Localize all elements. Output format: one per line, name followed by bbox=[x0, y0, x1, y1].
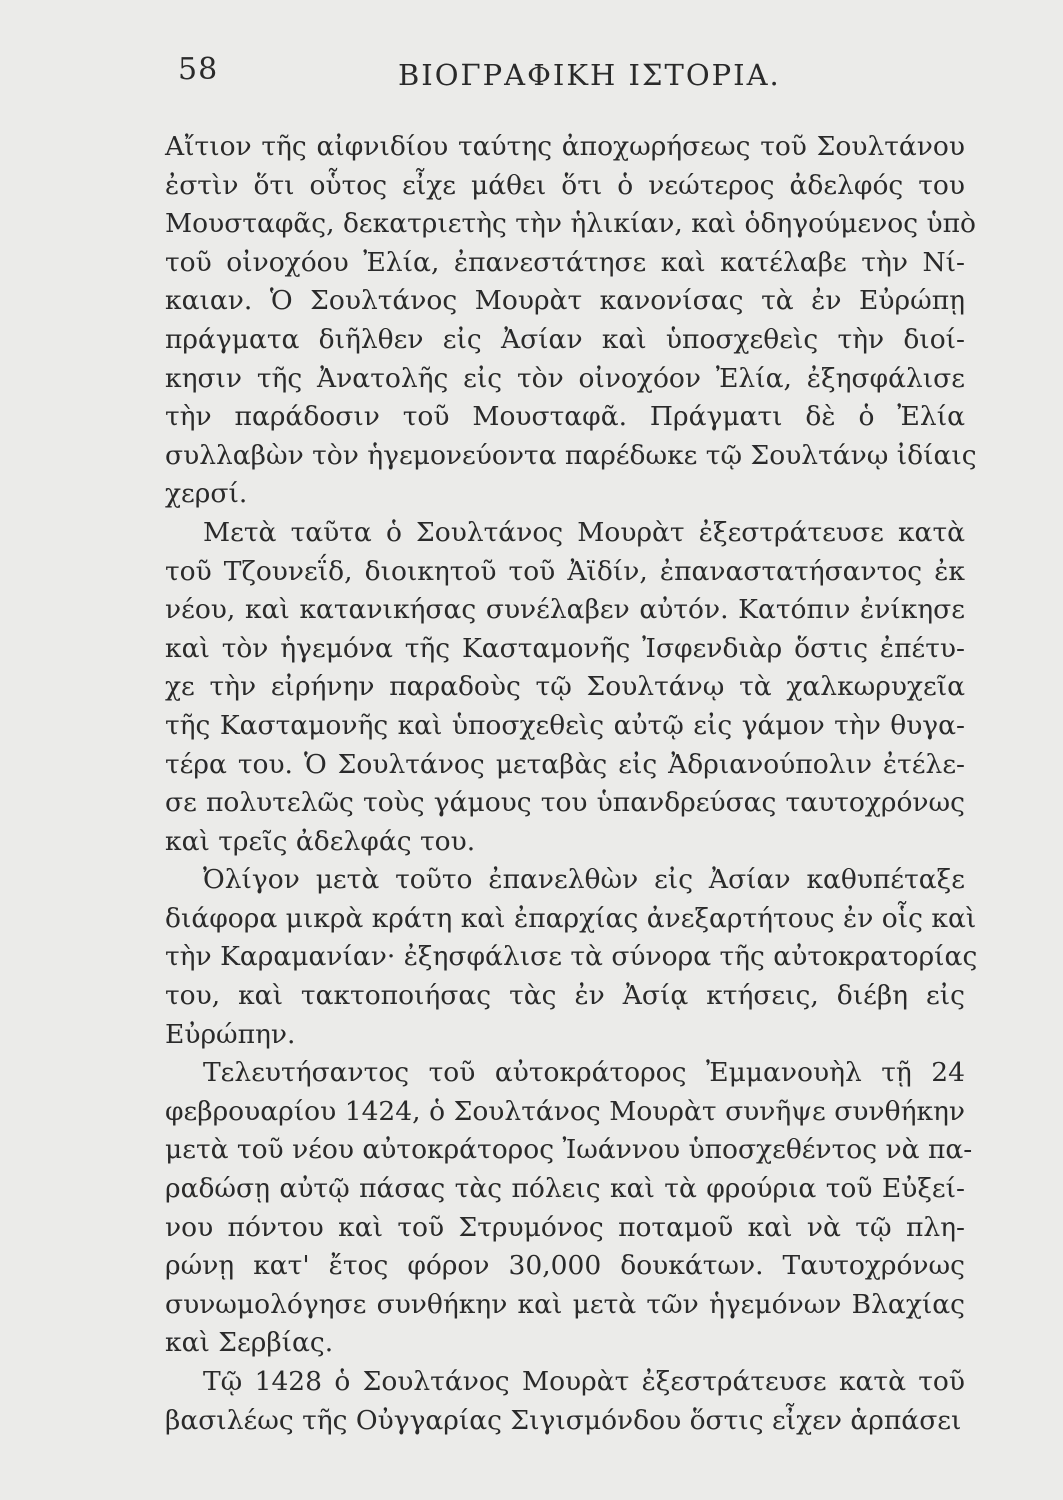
text-line: καὶ τὸν ἡγεμόνα τῆς Κασταμονῆς Ἰσφενδιὰρ ὅστις ἐπέτυ- bbox=[165, 632, 965, 664]
text-line: φεβρουαρίου 1424, ὁ Σουλτάνος Μουρὰτ συνῆψε συνθήκην bbox=[165, 1095, 965, 1127]
text-line: Τῷ 1428 ὁ Σουλτάνος Μουρὰτ ἐξεστράτευσε κατὰ τοῦ bbox=[203, 1366, 965, 1397]
text-line: Τελευτήσαντος τοῦ αὐτοκράτορος Ἐμμανουὴλ τῇ 24 bbox=[203, 1057, 965, 1089]
paragraph bbox=[165, 514, 965, 861]
text-line: τὴν Καραμανίαν· ἐξησφάλισε τὰ σύνορα τῆς αὐτοκρατορίας bbox=[165, 941, 978, 973]
text-line: τὴν παράδοσιν τοῦ Μουσταφᾶ. Πράγματι δὲ ὁ Ἐλία bbox=[165, 401, 965, 433]
body-text bbox=[165, 128, 978, 1440]
text-line: τέρα του. Ὁ Σουλτάνος μεταβὰς εἰς Ἀδριανούπολιν ἐτέλε- bbox=[165, 748, 965, 780]
page-number: 58 bbox=[178, 52, 219, 87]
text-line: τοῦ Τζουνεΐδ, διοικητοῦ τοῦ Ἀϊδίν, ἐπαναστατήσαντος ἐκ bbox=[165, 555, 965, 587]
text-line: καιαν. Ὁ Σουλτάνος Μουρὰτ κανονίσας τὰ ἐν Εὐρώπῃ bbox=[165, 285, 965, 317]
text-line: συνωμολόγησε συνθήκην καὶ μετὰ τῶν ἡγεμόνων Βλαχίας bbox=[165, 1288, 965, 1320]
text-line: Εὐρώπην. bbox=[165, 1018, 296, 1050]
running-title: ΒΙΟΓΡΑΦΙΚΗ ΙΣΤΟΡΙΑ. bbox=[398, 58, 781, 92]
paragraph bbox=[165, 1363, 965, 1440]
paragraph bbox=[165, 1054, 973, 1363]
text-line: διάφορα μικρὰ κράτη καὶ ἐπαρχίας ἀνεξαρτήτους ἐν οἷς καὶ bbox=[165, 902, 977, 934]
text-line: μετὰ τοῦ νέου αὐτοκράτορος Ἰωάννου ὑποσχεθέντος νὰ πα- bbox=[165, 1134, 973, 1166]
text-line: χε τὴν εἰρήνην παραδοὺς τῷ Σουλτάνῳ τὰ χαλκωρυχεῖα bbox=[165, 671, 965, 703]
text-line: νέου, καὶ κατανικήσας συνέλαβεν αὐτόν. Κατόπιν ἐνίκησε bbox=[165, 594, 965, 626]
text-line: καὶ Σερβίας. bbox=[165, 1327, 334, 1359]
text-line: Μετὰ ταῦτα ὁ Σουλτάνος Μουρὰτ ἐξεστράτευσε κατὰ bbox=[203, 516, 965, 548]
text-line: χερσί. bbox=[165, 478, 248, 510]
text-line: Μουσταφᾶς, δεκατριετὴς τὴν ἡλικίαν, καὶ ὁδηγούμενος ὑπὸ bbox=[165, 208, 976, 240]
text-line: τῆς Κασταμονῆς καὶ ὑποσχεθεὶς αὐτῷ εἰς γάμον τὴν θυγα- bbox=[165, 709, 965, 741]
text-line: καὶ τρεῖς ἀδελφάς του. bbox=[165, 825, 476, 857]
paragraph bbox=[165, 128, 977, 514]
text-line: ρώνῃ κατ' ἔτος φόρον 30,000 δουκάτων. Ταυτοχρόνως bbox=[165, 1250, 965, 1282]
text-line: κησιν τῆς Ἀνατολῆς εἰς τὸν οἰνοχόον Ἐλία, ἐξησφάλισε bbox=[165, 362, 965, 394]
text-line: συλλαβὼν τὸν ἡγεμονεύοντα παρέδωκε τῷ Σουλτάνῳ ἰδίαις bbox=[165, 439, 977, 471]
paragraph bbox=[165, 861, 978, 1054]
text-line: τοῦ οἰνοχόου Ἐλία, ἐπανεστάτησε καὶ κατέλαβε τὴν Νί- bbox=[165, 246, 965, 278]
text-line: του, καὶ τακτοποιήσας τὰς ἐν Ἀσίᾳ κτήσεις, διέβη εἰς bbox=[165, 980, 965, 1012]
text-line: νου πόντου καὶ τοῦ Στρυμόνος ποταμοῦ καὶ νὰ τῷ πλη- bbox=[165, 1211, 965, 1243]
page-header bbox=[170, 52, 950, 102]
text-line: Ὀλίγον μετὰ τοῦτο ἐπανελθὼν εἰς Ἀσίαν καθυπέταξε bbox=[203, 864, 965, 896]
text-line: Αἴτιον τῆς αἰφνιδίου ταύτης ἀποχωρήσεως τοῦ Σουλτάνου bbox=[165, 131, 965, 162]
text-line: πράγματα διῆλθεν εἰς Ἀσίαν καὶ ὑποσχεθεὶς τὴν διοί- bbox=[165, 323, 965, 355]
text-line: βασιλέως τῆς Οὐγγαρίας Σιγισμόνδου ὅστις εἶχεν ἁρπάσει bbox=[165, 1404, 962, 1436]
text-line: σε πολυτελῶς τοὺς γάμους του ὑπανδρεύσας ταυτοχρόνως bbox=[165, 787, 965, 819]
text-line: ραδώσῃ αὐτῷ πάσας τὰς πόλεις καὶ τὰ φρούρια τοῦ Εὐξεί- bbox=[165, 1173, 965, 1205]
text-line: ἐστὶν ὅτι οὗτος εἶχε μάθει ὅτι ὁ νεώτερος ἀδελφός του bbox=[165, 169, 965, 201]
